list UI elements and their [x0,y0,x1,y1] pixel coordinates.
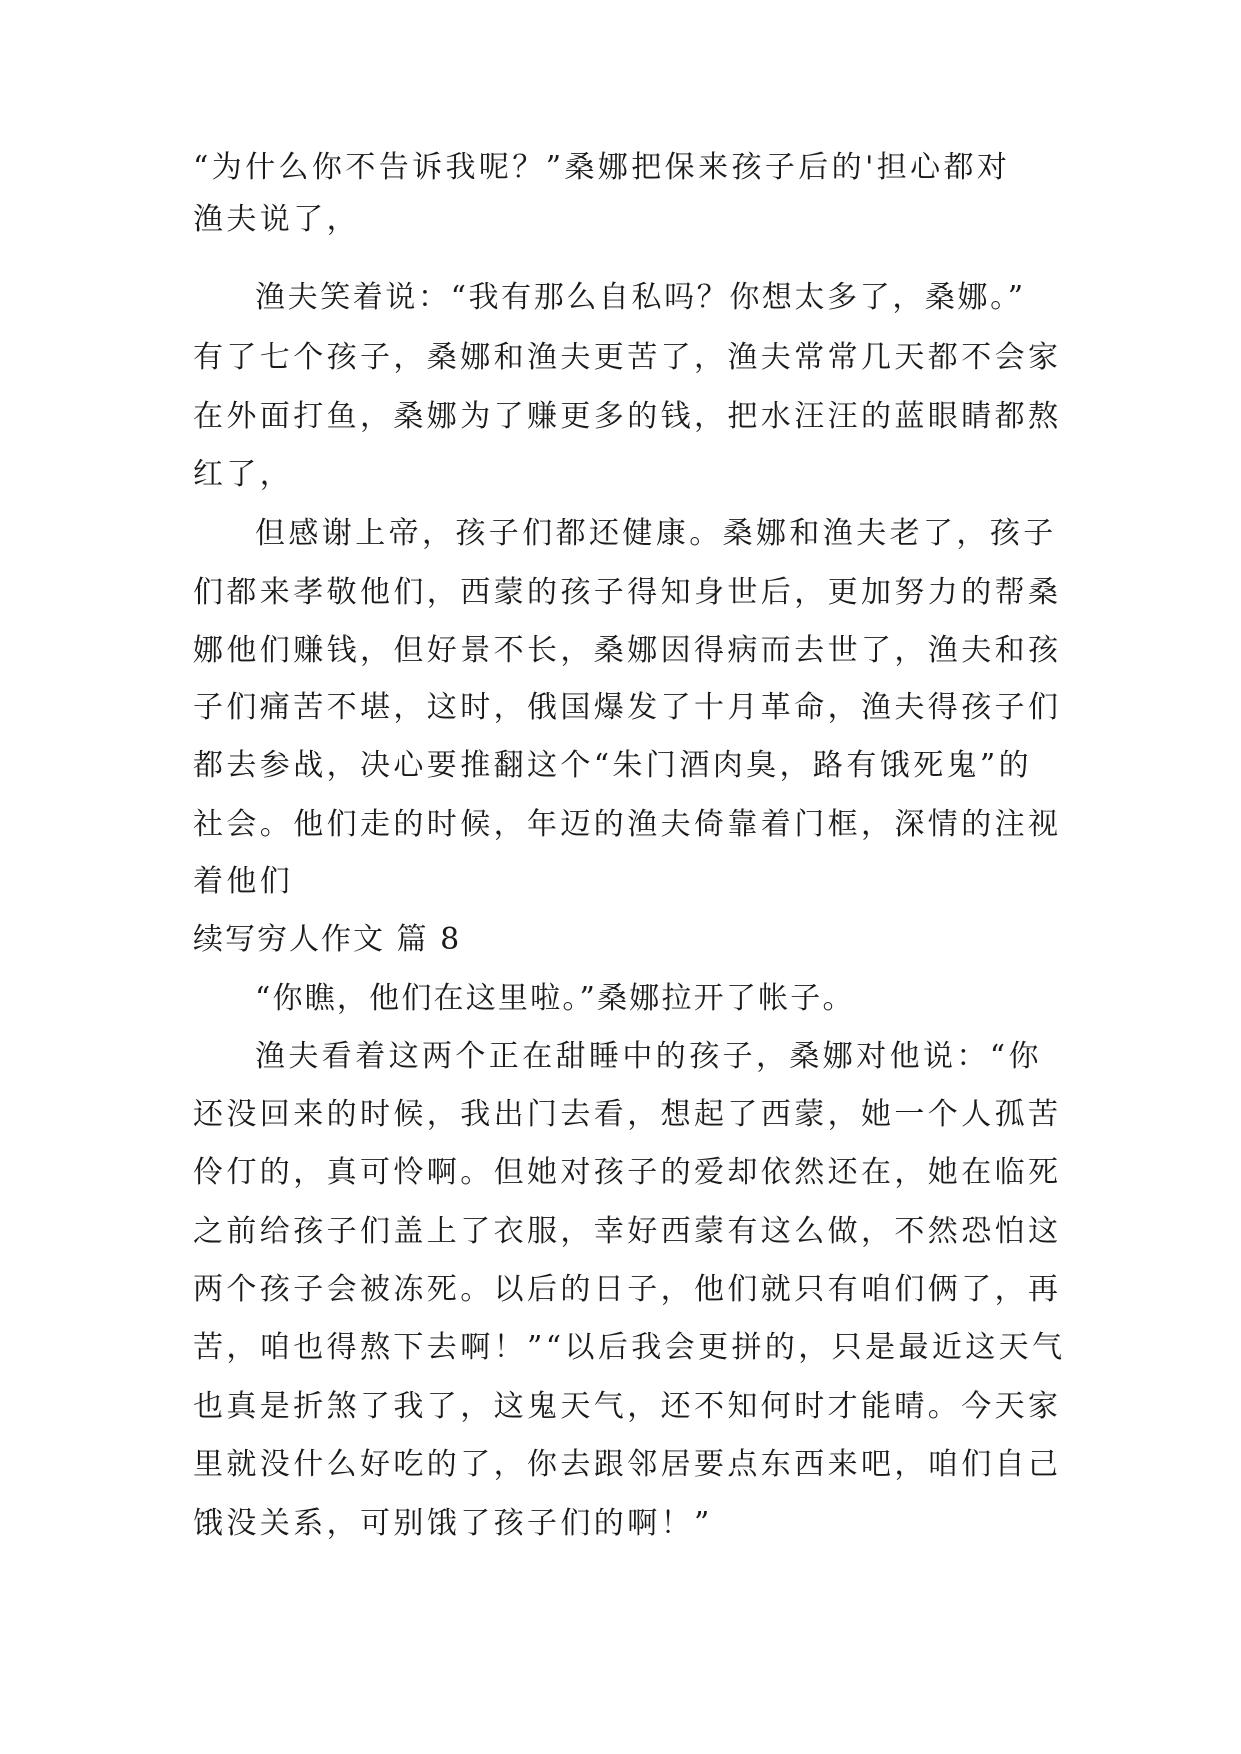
paragraph-line: 娜他们赚钱，但好景不长，桑娜因得病而去世了，渔夫和孩 [193,633,1062,668]
paragraph-line: 渔夫笑着说：“我有那么自私吗？你想太多了，桑娜。” [255,280,1026,315]
paragraph-line: 之前给孩子们盖上了衣服，幸好西蒙有这么做，不然恐怕这 [193,1214,1062,1249]
paragraph-line: 在外面打鱼，桑娜为了赚更多的钱，把水汪汪的蓝眼睛都熬 [193,399,1062,434]
paragraph-line: 也真是折煞了我了，这鬼天气，还不知何时才能晴。今天家 [193,1389,1062,1424]
paragraph-line: “你瞧，他们在这里啦。”桑娜拉开了帐子。 [255,981,855,1016]
paragraph-line: 两个孩子会被冻死。以后的日子，他们就只有咱们俩了，再 [193,1272,1062,1307]
paragraph-line: 饿没关系，可别饿了孩子们的啊！” [193,1506,713,1541]
paragraph-line: 子们痛苦不堪，这时，俄国爆发了十月革命，渔夫得孩子们 [193,690,1062,725]
paragraph-line: 渔夫看着这两个正在甜睡中的孩子，桑娜对他说：“你 [255,1039,1042,1074]
paragraph-line: 红了， [193,457,294,492]
paragraph-line: 社会。他们走的时候，年迈的渔夫倚靠着门框，深情的注视 [193,807,1062,842]
paragraph-line: 渔夫说了， [193,202,360,237]
paragraph-line: “为什么你不告诉我呢？”桑娜把保来孩子后的'担心都对 [193,150,1011,185]
paragraph-line: 们都来孝敬他们，西蒙的孩子得知身世后，更加努力的帮桑 [193,575,1062,610]
paragraph-line: 都去参战，决心要推翻这个“朱门酒肉臭，路有饿死鬼”的 [193,748,1033,783]
paragraph-line: 着他们 [193,864,294,899]
section-heading: 续写穷人作文 篇 8 [193,922,462,957]
paragraph-line: 还没回来的时候，我出门去看，想起了西蒙，她一个人孤苦 [193,1097,1062,1132]
paragraph-line: 有了七个孩子，桑娜和渔夫更苦了，渔夫常常几天都不会家 [193,340,1062,375]
paragraph-line: 但感谢上帝，孩子们都还健康。桑娜和渔夫老了，孩子 [255,516,1057,551]
paragraph-line: 里就没什么好吃的了，你去跟邻居要点东西来吧，咱们自己 [193,1447,1062,1482]
paragraph-line: 伶仃的，真可怜啊。但她对孩子的爱却依然还在，她在临死 [193,1155,1062,1190]
paragraph-line: 苦，咱也得熬下去啊！”“以后我会更拼的，只是最近这天气 [193,1330,1066,1365]
